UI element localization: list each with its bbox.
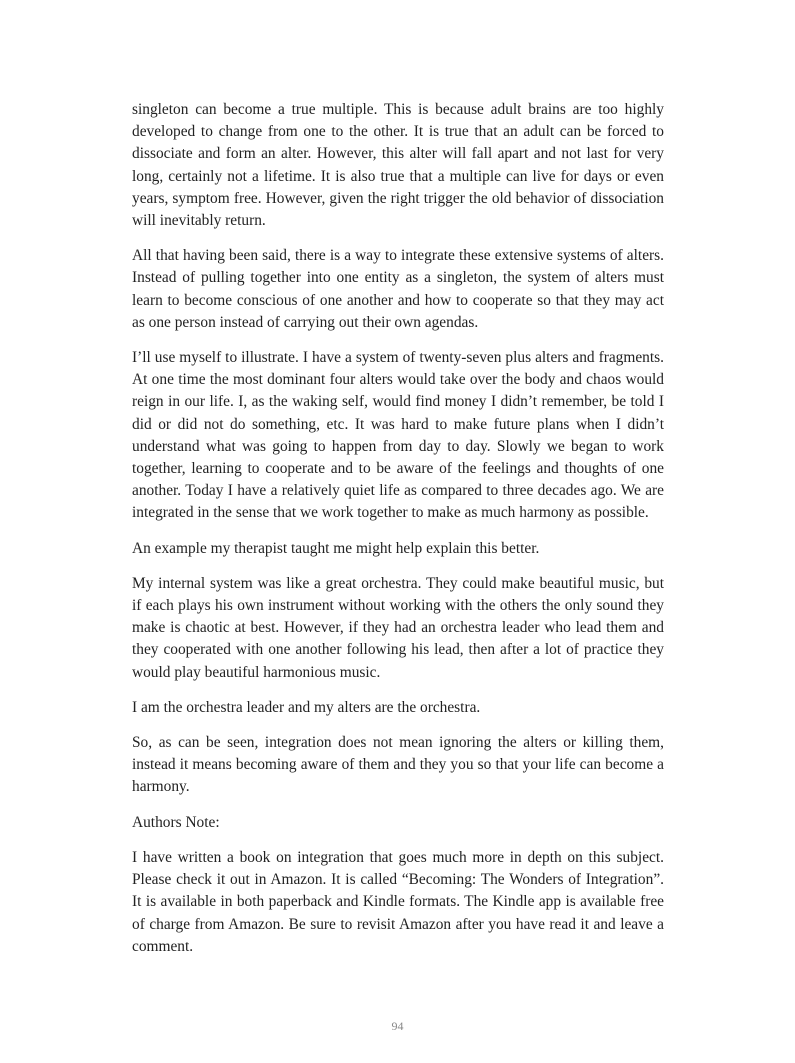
- paragraph-2: All that having been said, there is a way to integrate these extensive systems of alters. Instead of pulling together into one entity as a singleton, the system of alters must learn to become conscious of one another and how to cooperate so that they may act as one person instead of carrying out their own agendas.: [132, 247, 664, 331]
- authors-note-heading: Authors Note:: [132, 813, 220, 831]
- paragraph-5: My internal system was like a great orchestra. They could make beautiful music, but if each plays his own instrument without working with the others the only sound they make is chaotic at best. However, if they had an orchestra leader who lead them and they cooperated with one another following his lead, then after a lot of practice they would play beautiful harmonious music.: [132, 574, 664, 681]
- paragraph-7: So, as can be seen, integration does not mean ignoring the alters or killing them, instead it means becoming aware of them and they you so that your life can become a harmony.: [132, 734, 664, 796]
- paragraph-6: I am the orchestra leader and my alters are the orchestra.: [132, 698, 481, 716]
- paragraph-3: I’ll use myself to illustrate. I have a system of twenty-seven plus alters and fragments. At one time the most dominant four alters would take over the body and chaos would reign in our life. I, as the waking self, would find money I didn’t remember, be told I did or did not do something, etc. It was hard to make future plans when I didn’t understand what was going to happen from day to day. Slowly we began to work together, learning to cooperate and to be aware of the feelings and thoughts of one another. Today I have a relatively quiet life as compared to three decades ago. We are integrated in the sense that we work together to make as much harmony as possible.: [132, 349, 664, 522]
- paragraph-4: An example my therapist taught me might help explain this better.: [132, 539, 540, 557]
- page-body: [132, 99, 664, 971]
- paragraph-9: I have written a book on integration that goes much more in depth on this subject. Please check it out in Amazon. It is called “Becoming: The Wonders of Integration”. It is available in both paperback and Kindle formats. The Kindle app is available free of charge from Amazon. Be sure to revisit Amazon after you have read it and leave a comment.: [132, 848, 664, 955]
- page-number: 94: [391, 1019, 404, 1033]
- paragraph-1: singleton can become a true multiple. This is because adult brains are too highly developed to change from one to the other. It is true that an adult can be forced to dissociate and form an alter. However, this alter will fall apart and not last for very long, certainly not a lifetime. It is also true that a multiple can live for days or even years, symptom free. However, given the right trigger the old behavior of dissociation will inevitably return.: [132, 101, 664, 230]
